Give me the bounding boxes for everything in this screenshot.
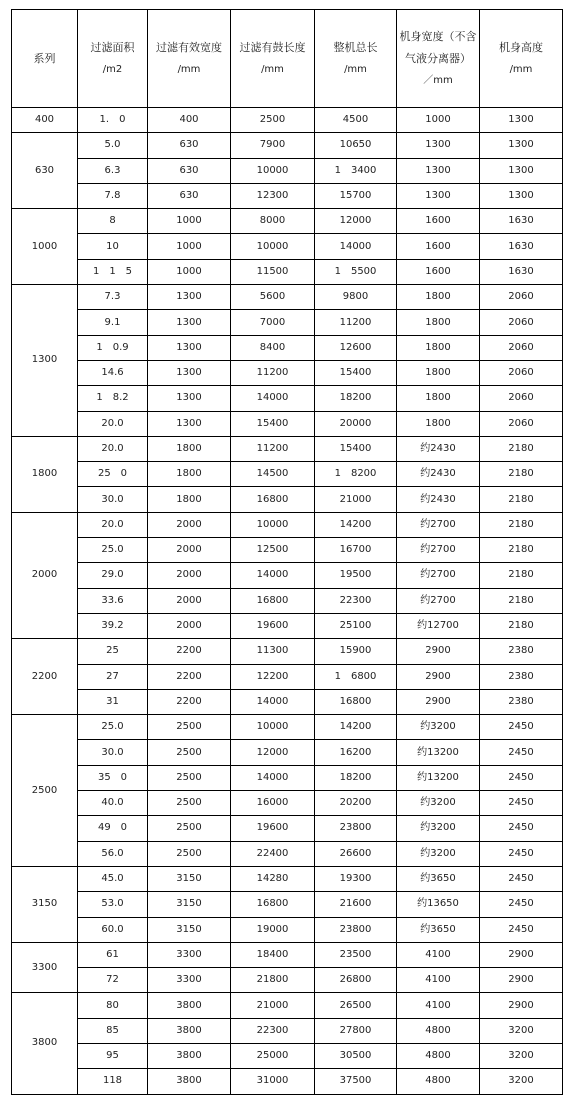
series-cell: 400 <box>12 108 78 133</box>
cell-body-width: 约3200 <box>397 816 480 841</box>
cell-total-length: 19300 <box>315 866 397 891</box>
cell-drum-length: 19000 <box>231 917 315 942</box>
cell-filter-area: 1 0.9 <box>78 335 148 360</box>
cell-drum-length: 11200 <box>231 436 315 461</box>
cell-body-width: 4100 <box>397 968 480 993</box>
table-row <box>12 411 563 436</box>
cell-drum-length: 14000 <box>231 765 315 790</box>
cell-total-length: 14200 <box>315 715 397 740</box>
cell-effective-width: 2000 <box>148 538 231 563</box>
cell-body-height: 2060 <box>480 285 563 310</box>
table-row <box>12 816 563 841</box>
cell-filter-area: 9.1 <box>78 310 148 335</box>
cell-effective-width: 2500 <box>148 791 231 816</box>
cell-effective-width: 2500 <box>148 715 231 740</box>
cell-effective-width: 3800 <box>148 1069 231 1094</box>
cell-body-width: 约2700 <box>397 563 480 588</box>
table-row <box>12 234 563 259</box>
cell-drum-length: 25000 <box>231 1043 315 1068</box>
cell-drum-length: 15400 <box>231 411 315 436</box>
cell-filter-area: 30.0 <box>78 740 148 765</box>
table-row <box>12 538 563 563</box>
cell-drum-length: 7900 <box>231 133 315 158</box>
cell-effective-width: 3800 <box>148 1018 231 1043</box>
cell-effective-width: 630 <box>148 158 231 183</box>
cell-filter-area: 39.2 <box>78 613 148 638</box>
cell-total-length: 37500 <box>315 1069 397 1094</box>
cell-filter-area: 61 <box>78 942 148 967</box>
cell-body-height: 3200 <box>480 1018 563 1043</box>
cell-body-width: 4100 <box>397 993 480 1018</box>
cell-filter-area: 45.0 <box>78 866 148 891</box>
table-row <box>12 209 563 234</box>
cell-effective-width: 2000 <box>148 588 231 613</box>
cell-filter-area: 85 <box>78 1018 148 1043</box>
cell-body-height: 2900 <box>480 942 563 967</box>
cell-effective-width: 2500 <box>148 816 231 841</box>
cell-drum-length: 8000 <box>231 209 315 234</box>
cell-total-length: 15900 <box>315 639 397 664</box>
table-row <box>12 1069 563 1094</box>
cell-total-length: 1 3400 <box>315 158 397 183</box>
cell-drum-length: 10000 <box>231 158 315 183</box>
cell-effective-width: 3150 <box>148 866 231 891</box>
cell-filter-area: 7.3 <box>78 285 148 310</box>
cell-drum-length: 11300 <box>231 639 315 664</box>
cell-body-width: 约2700 <box>397 512 480 537</box>
table-row <box>12 360 563 385</box>
cell-body-width: 4800 <box>397 1069 480 1094</box>
cell-filter-area: 20.0 <box>78 436 148 461</box>
table-row <box>12 335 563 360</box>
cell-body-height: 2180 <box>480 436 563 461</box>
cell-total-length: 16200 <box>315 740 397 765</box>
cell-body-width: 2900 <box>397 689 480 714</box>
cell-drum-length: 12500 <box>231 538 315 563</box>
cell-body-height: 2060 <box>480 411 563 436</box>
cell-filter-area: 56.0 <box>78 841 148 866</box>
cell-body-width: 约3650 <box>397 866 480 891</box>
cell-body-width: 1800 <box>397 386 480 411</box>
cell-filter-area: 49 0 <box>78 816 148 841</box>
cell-total-length: 26600 <box>315 841 397 866</box>
cell-effective-width: 2200 <box>148 639 231 664</box>
cell-body-height: 3200 <box>480 1069 563 1094</box>
table-row <box>12 866 563 891</box>
table-header <box>12 10 563 108</box>
cell-body-height: 2180 <box>480 563 563 588</box>
series-cell: 3300 <box>12 942 78 993</box>
cell-drum-length: 14000 <box>231 386 315 411</box>
cell-body-width: 约2700 <box>397 588 480 613</box>
cell-drum-length: 14500 <box>231 462 315 487</box>
cell-body-height: 2060 <box>480 310 563 335</box>
cell-body-width: 2900 <box>397 639 480 664</box>
cell-effective-width: 1300 <box>148 360 231 385</box>
cell-drum-length: 7000 <box>231 310 315 335</box>
table-row <box>12 563 563 588</box>
cell-drum-length: 19600 <box>231 816 315 841</box>
cell-drum-length: 19600 <box>231 613 315 638</box>
table-row <box>12 613 563 638</box>
cell-body-height: 2380 <box>480 689 563 714</box>
table-row <box>12 133 563 158</box>
cell-body-width: 1000 <box>397 108 480 133</box>
cell-effective-width: 1300 <box>148 310 231 335</box>
cell-drum-length: 16800 <box>231 487 315 512</box>
cell-effective-width: 630 <box>148 183 231 208</box>
cell-filter-area: 6.3 <box>78 158 148 183</box>
cell-total-length: 22300 <box>315 588 397 613</box>
cell-body-width: 约2430 <box>397 462 480 487</box>
table-row <box>12 715 563 740</box>
cell-filter-area: 25.0 <box>78 538 148 563</box>
series-cell: 3800 <box>12 993 78 1094</box>
cell-body-height: 2450 <box>480 892 563 917</box>
cell-effective-width: 630 <box>148 133 231 158</box>
header-row <box>12 10 563 108</box>
cell-effective-width: 3300 <box>148 968 231 993</box>
cell-filter-area: 1 8.2 <box>78 386 148 411</box>
cell-drum-length: 10000 <box>231 715 315 740</box>
table-row <box>12 892 563 917</box>
table-row <box>12 639 563 664</box>
cell-filter-area: 118 <box>78 1069 148 1094</box>
table-row <box>12 1018 563 1043</box>
table-row <box>12 386 563 411</box>
cell-total-length: 18200 <box>315 765 397 790</box>
cell-body-height: 1300 <box>480 108 563 133</box>
cell-filter-area: 30.0 <box>78 487 148 512</box>
cell-total-length: 9800 <box>315 285 397 310</box>
cell-effective-width: 3150 <box>148 917 231 942</box>
cell-body-width: 4100 <box>397 942 480 967</box>
cell-body-width: 约13650 <box>397 892 480 917</box>
cell-filter-area: 25 0 <box>78 462 148 487</box>
cell-effective-width: 1000 <box>148 209 231 234</box>
series-cell: 1000 <box>12 209 78 285</box>
cell-body-height: 2450 <box>480 715 563 740</box>
table-row <box>12 259 563 284</box>
cell-filter-area: 31 <box>78 689 148 714</box>
cell-filter-area: 95 <box>78 1043 148 1068</box>
cell-filter-area: 14.6 <box>78 360 148 385</box>
table-row <box>12 588 563 613</box>
cell-body-height: 2060 <box>480 335 563 360</box>
cell-body-height: 2180 <box>480 613 563 638</box>
cell-body-height: 2900 <box>480 968 563 993</box>
cell-effective-width: 400 <box>148 108 231 133</box>
header-total-length: 整机总长 /mm <box>315 10 397 108</box>
cell-filter-area: 25.0 <box>78 715 148 740</box>
cell-body-width: 1800 <box>397 285 480 310</box>
cell-body-width: 1800 <box>397 335 480 360</box>
cell-total-length: 12000 <box>315 209 397 234</box>
header-effective-width: 过滤有效宽度 /mm <box>148 10 231 108</box>
cell-effective-width: 1300 <box>148 386 231 411</box>
header-body-height: 机身高度 /mm <box>480 10 563 108</box>
cell-total-length: 14200 <box>315 512 397 537</box>
spec-table <box>11 9 563 1095</box>
cell-drum-length: 16800 <box>231 892 315 917</box>
cell-filter-area: 10 <box>78 234 148 259</box>
table-row <box>12 917 563 942</box>
cell-body-width: 1600 <box>397 259 480 284</box>
cell-body-width: 1300 <box>397 158 480 183</box>
cell-filter-area: 53.0 <box>78 892 148 917</box>
cell-total-length: 30500 <box>315 1043 397 1068</box>
cell-drum-length: 12300 <box>231 183 315 208</box>
series-cell: 630 <box>12 133 78 209</box>
table-row <box>12 310 563 335</box>
cell-body-width: 1800 <box>397 411 480 436</box>
cell-body-width: 约3200 <box>397 841 480 866</box>
cell-filter-area: 40.0 <box>78 791 148 816</box>
cell-effective-width: 2500 <box>148 841 231 866</box>
cell-body-width: 约2430 <box>397 436 480 461</box>
cell-filter-area: 35 0 <box>78 765 148 790</box>
cell-drum-length: 21800 <box>231 968 315 993</box>
cell-body-width: 1800 <box>397 360 480 385</box>
cell-body-height: 3200 <box>480 1043 563 1068</box>
cell-body-height: 2180 <box>480 462 563 487</box>
table-row <box>12 158 563 183</box>
series-cell: 1300 <box>12 285 78 437</box>
cell-effective-width: 2000 <box>148 613 231 638</box>
cell-body-width: 约2700 <box>397 538 480 563</box>
cell-body-height: 1630 <box>480 259 563 284</box>
cell-body-height: 2450 <box>480 841 563 866</box>
table-body <box>12 108 563 1095</box>
cell-body-height: 1630 <box>480 209 563 234</box>
cell-body-height: 2180 <box>480 487 563 512</box>
cell-drum-length: 11200 <box>231 360 315 385</box>
cell-body-height: 2450 <box>480 765 563 790</box>
cell-filter-area: 60.0 <box>78 917 148 942</box>
cell-effective-width: 1800 <box>148 462 231 487</box>
table-row <box>12 993 563 1018</box>
cell-effective-width: 1300 <box>148 335 231 360</box>
cell-filter-area: 7.8 <box>78 183 148 208</box>
cell-drum-length: 22300 <box>231 1018 315 1043</box>
cell-drum-length: 14000 <box>231 563 315 588</box>
cell-total-length: 19500 <box>315 563 397 588</box>
cell-effective-width: 1000 <box>148 234 231 259</box>
cell-effective-width: 1300 <box>148 411 231 436</box>
cell-effective-width: 3800 <box>148 1043 231 1068</box>
cell-drum-length: 12000 <box>231 740 315 765</box>
table-row <box>12 841 563 866</box>
cell-drum-length: 2500 <box>231 108 315 133</box>
cell-total-length: 21600 <box>315 892 397 917</box>
table-row <box>12 740 563 765</box>
cell-body-height: 2380 <box>480 639 563 664</box>
cell-effective-width: 1800 <box>148 436 231 461</box>
cell-filter-area: 1. 0 <box>78 108 148 133</box>
cell-body-width: 约13200 <box>397 765 480 790</box>
cell-body-width: 约13200 <box>397 740 480 765</box>
series-cell: 3150 <box>12 866 78 942</box>
cell-total-length: 10650 <box>315 133 397 158</box>
cell-effective-width: 2500 <box>148 740 231 765</box>
cell-body-height: 1630 <box>480 234 563 259</box>
cell-effective-width: 2500 <box>148 765 231 790</box>
cell-total-length: 15400 <box>315 436 397 461</box>
table-row <box>12 512 563 537</box>
cell-body-height: 2060 <box>480 386 563 411</box>
cell-drum-length: 21000 <box>231 993 315 1018</box>
cell-drum-length: 11500 <box>231 259 315 284</box>
header-drum-length: 过滤有鼓长度 /mm <box>231 10 315 108</box>
cell-filter-area: 25 <box>78 639 148 664</box>
cell-total-length: 23800 <box>315 917 397 942</box>
cell-filter-area: 20.0 <box>78 512 148 537</box>
cell-body-height: 1300 <box>480 183 563 208</box>
cell-body-width: 1300 <box>397 133 480 158</box>
cell-total-length: 23500 <box>315 942 397 967</box>
cell-drum-length: 22400 <box>231 841 315 866</box>
cell-drum-length: 10000 <box>231 512 315 537</box>
cell-body-height: 2450 <box>480 791 563 816</box>
cell-filter-area: 1 1 5 <box>78 259 148 284</box>
cell-total-length: 4500 <box>315 108 397 133</box>
table-row <box>12 108 563 133</box>
cell-filter-area: 20.0 <box>78 411 148 436</box>
cell-body-height: 2450 <box>480 740 563 765</box>
table-row <box>12 968 563 993</box>
cell-body-width: 4800 <box>397 1018 480 1043</box>
cell-body-height: 2180 <box>480 512 563 537</box>
cell-body-width: 4800 <box>397 1043 480 1068</box>
cell-total-length: 20200 <box>315 791 397 816</box>
cell-drum-length: 5600 <box>231 285 315 310</box>
cell-total-length: 27800 <box>315 1018 397 1043</box>
cell-effective-width: 2200 <box>148 689 231 714</box>
table-row <box>12 462 563 487</box>
table-row <box>12 664 563 689</box>
cell-total-length: 12600 <box>315 335 397 360</box>
cell-body-height: 2450 <box>480 917 563 942</box>
table-row <box>12 285 563 310</box>
cell-drum-length: 14280 <box>231 866 315 891</box>
cell-body-height: 2900 <box>480 993 563 1018</box>
cell-drum-length: 8400 <box>231 335 315 360</box>
cell-body-width: 1600 <box>397 209 480 234</box>
cell-total-length: 18200 <box>315 386 397 411</box>
cell-body-height: 2180 <box>480 588 563 613</box>
cell-effective-width: 3300 <box>148 942 231 967</box>
cell-drum-length: 16800 <box>231 588 315 613</box>
cell-effective-width: 3150 <box>148 892 231 917</box>
cell-filter-area: 80 <box>78 993 148 1018</box>
cell-body-width: 约3650 <box>397 917 480 942</box>
cell-body-width: 1800 <box>397 310 480 335</box>
series-cell: 2200 <box>12 639 78 715</box>
table-row <box>12 487 563 512</box>
cell-drum-length: 18400 <box>231 942 315 967</box>
series-cell: 1800 <box>12 436 78 512</box>
cell-total-length: 20000 <box>315 411 397 436</box>
cell-filter-area: 72 <box>78 968 148 993</box>
cell-body-height: 2380 <box>480 664 563 689</box>
cell-body-height: 1300 <box>480 158 563 183</box>
cell-body-width: 约3200 <box>397 715 480 740</box>
cell-body-height: 2450 <box>480 816 563 841</box>
cell-drum-length: 31000 <box>231 1069 315 1094</box>
table-row <box>12 765 563 790</box>
cell-total-length: 1 6800 <box>315 664 397 689</box>
cell-total-length: 23800 <box>315 816 397 841</box>
cell-body-width: 约12700 <box>397 613 480 638</box>
cell-total-length: 11200 <box>315 310 397 335</box>
cell-total-length: 26500 <box>315 993 397 1018</box>
cell-body-width: 约2430 <box>397 487 480 512</box>
cell-effective-width: 1300 <box>148 285 231 310</box>
cell-total-length: 26800 <box>315 968 397 993</box>
table-row <box>12 1043 563 1068</box>
header-filter-area: 过滤面积 /m2 <box>78 10 148 108</box>
cell-total-length: 21000 <box>315 487 397 512</box>
header-series: 系列 <box>12 10 78 108</box>
table-row <box>12 183 563 208</box>
cell-total-length: 16700 <box>315 538 397 563</box>
cell-body-width: 1600 <box>397 234 480 259</box>
series-cell: 2500 <box>12 715 78 867</box>
cell-total-length: 16800 <box>315 689 397 714</box>
cell-total-length: 1 5500 <box>315 259 397 284</box>
cell-effective-width: 1000 <box>148 259 231 284</box>
cell-body-height: 1300 <box>480 133 563 158</box>
table-row <box>12 689 563 714</box>
cell-drum-length: 14000 <box>231 689 315 714</box>
cell-effective-width: 2000 <box>148 512 231 537</box>
header-body-width: 机身宽度（不含气液分离器） ／mm <box>397 10 480 108</box>
table-row <box>12 436 563 461</box>
cell-filter-area: 29.0 <box>78 563 148 588</box>
cell-body-height: 2180 <box>480 538 563 563</box>
cell-total-length: 15700 <box>315 183 397 208</box>
table-row <box>12 942 563 967</box>
cell-total-length: 15400 <box>315 360 397 385</box>
cell-effective-width: 1800 <box>148 487 231 512</box>
cell-body-width: 1300 <box>397 183 480 208</box>
cell-effective-width: 2200 <box>148 664 231 689</box>
cell-filter-area: 27 <box>78 664 148 689</box>
cell-drum-length: 16000 <box>231 791 315 816</box>
cell-body-height: 2060 <box>480 360 563 385</box>
series-cell: 2000 <box>12 512 78 638</box>
cell-effective-width: 2000 <box>148 563 231 588</box>
cell-body-height: 2450 <box>480 866 563 891</box>
cell-body-width: 2900 <box>397 664 480 689</box>
cell-total-length: 1 8200 <box>315 462 397 487</box>
cell-drum-length: 10000 <box>231 234 315 259</box>
cell-filter-area: 33.6 <box>78 588 148 613</box>
cell-total-length: 14000 <box>315 234 397 259</box>
cell-filter-area: 8 <box>78 209 148 234</box>
cell-total-length: 25100 <box>315 613 397 638</box>
cell-body-width: 约3200 <box>397 791 480 816</box>
cell-effective-width: 3800 <box>148 993 231 1018</box>
cell-drum-length: 12200 <box>231 664 315 689</box>
cell-filter-area: 5.0 <box>78 133 148 158</box>
table-row <box>12 791 563 816</box>
